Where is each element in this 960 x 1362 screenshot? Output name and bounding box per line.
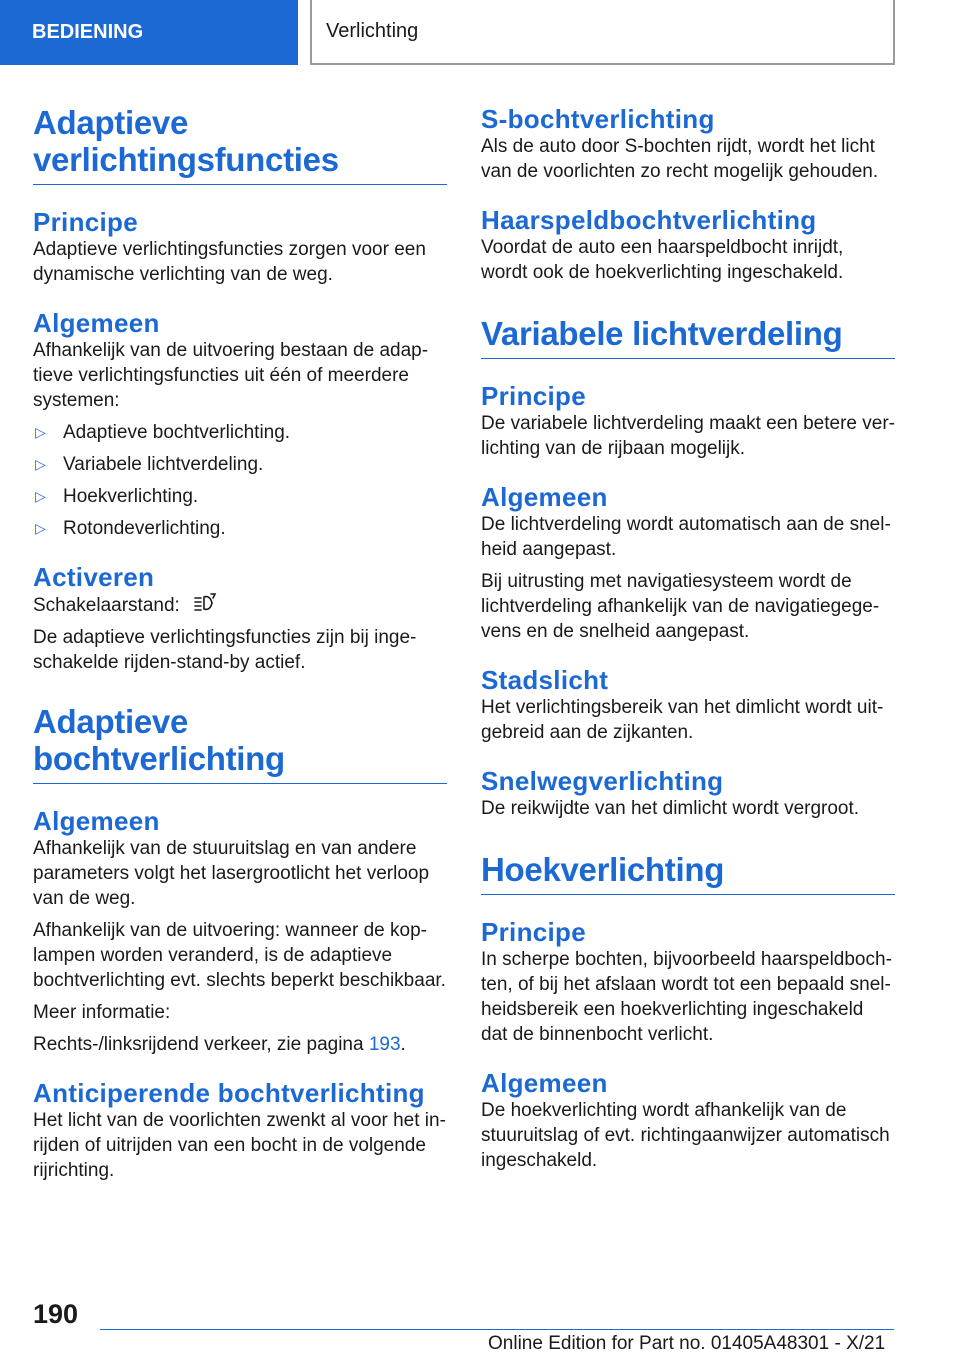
stads-heading: Stadslicht bbox=[481, 665, 609, 695]
snel-heading: Snelwegverlichting bbox=[481, 766, 724, 796]
switch-position-line: Schakelaarstand: bbox=[33, 592, 447, 618]
auto-light-switch-icon bbox=[193, 592, 219, 614]
var-algemeen-heading: Algemeen bbox=[481, 482, 608, 512]
haar-heading: Haarspeldbochtverlichting bbox=[481, 205, 817, 235]
sbocht-heading: S-bochtverlichting bbox=[481, 104, 715, 134]
activeren-heading: Activeren bbox=[33, 562, 155, 592]
hoek-principe-heading: Principe bbox=[481, 917, 586, 947]
algemeen-text: Afhankelijk van de uitvoering bestaan de adaptieve verlichtingsfuncties uit één of meerdere systemen: bbox=[33, 340, 429, 411]
footer-edition: Online Edition for Part no. 01405A48301 - X/21 bbox=[488, 1333, 886, 1354]
list-item: ▷ Variabele lichtverdeling. bbox=[35, 454, 264, 475]
chapter-title: Verlichting bbox=[326, 20, 419, 42]
list-item: ▷ Adaptieve bochtverlichting. bbox=[35, 422, 291, 443]
sbocht-text: Als de auto door S-bochten rijdt, wordt het licht van de voorlichten zo recht mogelijk gehouden. bbox=[481, 136, 879, 182]
algemeen2-p3: Meer informatie: bbox=[33, 1002, 171, 1023]
right-column bbox=[481, 104, 895, 1173]
principe-heading: Principe bbox=[33, 207, 138, 237]
systems-list bbox=[33, 420, 447, 541]
bullet-triangle-icon: ▷ bbox=[35, 456, 46, 472]
bullet-triangle-icon: ▷ bbox=[35, 488, 46, 504]
stads-text: Het verlichtingsbereik van het dimlicht wordt uitgebreid aan de zijkanten. bbox=[481, 697, 884, 743]
title-line-1: Adaptieve bbox=[33, 104, 189, 141]
var-principe-text: De variabele lichtverdeling maakt een betere verlichting van de rijbaan mogelijk. bbox=[481, 413, 895, 459]
algemeen-heading: Algemeen bbox=[33, 308, 160, 338]
anticip-heading: Anticiperende bochtverlichting bbox=[33, 1078, 425, 1108]
left-column bbox=[33, 100, 447, 1183]
snel-text: De reikwijdte van het dimlicht wordt vergroot. bbox=[481, 798, 860, 819]
var-principe-heading: Principe bbox=[481, 381, 586, 411]
hoek-principe-text: In scherpe bochten, bijvoorbeeld haarspeldbochten, of bij het afslaan wordt tot een bepaald snelheidsbereik een hoekverlichting ingeschakeld dat de binnenbocht verlicht. bbox=[481, 949, 892, 1045]
title-adaptive-cornering: Adaptieve bochtverlichting bbox=[33, 703, 447, 784]
principe-text: Adaptieve verlichtingsfuncties zorgen voor een dynamische verlichting van de weg. bbox=[33, 239, 426, 285]
bullet-triangle-icon: ▷ bbox=[35, 424, 46, 440]
title-line-2: verlichtingsfuncties bbox=[33, 141, 339, 178]
page-reference-link[interactable]: 193 bbox=[368, 1034, 401, 1055]
haar-text: Voordat de auto een haarspeldbocht inrijdt, wordt ook de hoekverlichting ingeschakeld. bbox=[481, 237, 844, 283]
hoek-algemeen-text: De hoekverlichting wordt afhankelijk van de stuuruitslag of evt. richtingaanwijzer automatisch ingeschakeld. bbox=[481, 1100, 890, 1171]
hoek-algemeen-heading: Algemeen bbox=[481, 1068, 608, 1098]
page-title-adaptive-functions bbox=[33, 104, 447, 185]
algemeen2-p4: Rechts-/linksrijdend verkeer, zie pagina 193. bbox=[33, 1034, 406, 1055]
title-variable-distribution: Variabele lichtverdeling bbox=[481, 315, 895, 359]
chapter-header bbox=[310, 0, 895, 65]
activeren-text: De adaptieve verlichtingsfuncties zijn bij ingeschakelde rijden-stand-by actief. bbox=[33, 627, 417, 673]
section-title: BEDIENING bbox=[32, 21, 144, 43]
var-algemeen-p2: Bij uitrusting met navigatiesysteem wordt de lichtverdeling afhankelijk van de navigatiegegevens en de snelheid aangepast. bbox=[481, 571, 880, 642]
algemeen2-heading: Algemeen bbox=[33, 806, 160, 836]
footer-divider bbox=[100, 1329, 894, 1330]
list-item: ▷ Rotondeverlichting. bbox=[35, 518, 226, 539]
algemeen2-p2: Afhankelijk van de uitvoering: wanneer de koplampen worden veranderd, is de adaptieve bochtverlichting evt. slechts beperkt beschikbaar. bbox=[33, 920, 446, 991]
section-tab bbox=[0, 0, 298, 65]
page-number: 190 bbox=[33, 1299, 79, 1329]
title-hoekverlichting: Hoekverlichting bbox=[481, 851, 895, 895]
anticip-text: Het licht van de voorlichten zwenkt al voor het inrijden of uitrijden van een bocht in de volgende rijrichting. bbox=[33, 1110, 446, 1181]
var-algemeen-p1: De lichtverdeling wordt automatisch aan de snelheid aangepast. bbox=[481, 514, 891, 560]
list-item: ▷ Hoekverlichting. bbox=[35, 486, 199, 507]
bullet-triangle-icon: ▷ bbox=[35, 520, 46, 536]
algemeen2-p1: Afhankelijk van de stuuruitslag en van andere parameters volgt het lasergrootlicht het verloop van de weg. bbox=[33, 838, 430, 909]
